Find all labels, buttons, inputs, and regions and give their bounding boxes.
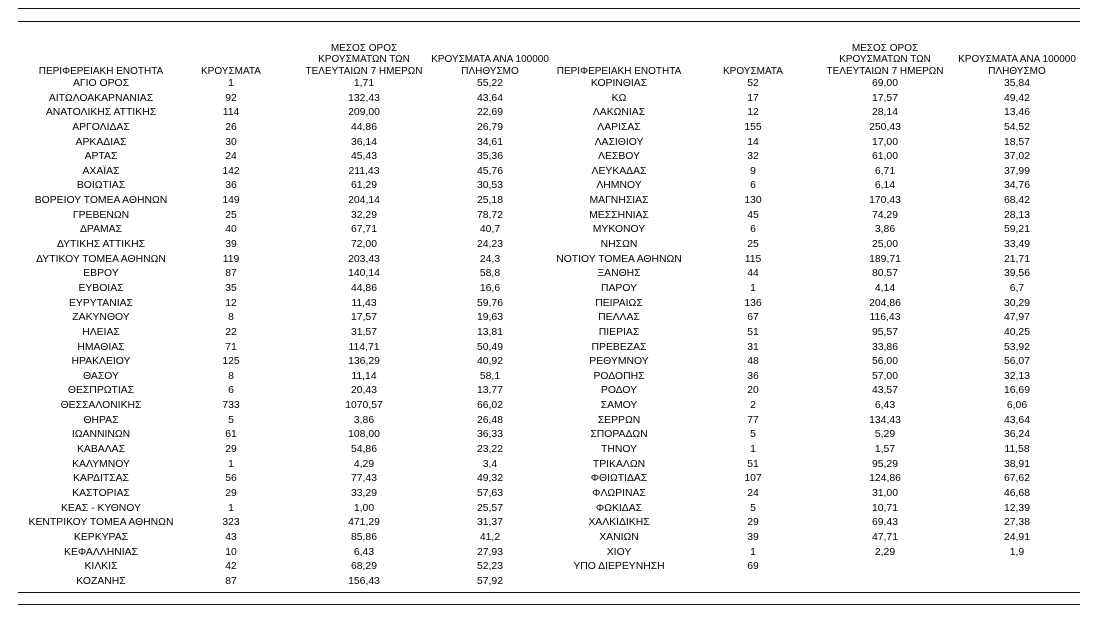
cell-avg7: 211,43 xyxy=(348,165,380,177)
cell-per100k: 67,62 xyxy=(1003,473,1030,485)
cell-cases: 92 xyxy=(225,92,237,104)
cell-cases: 31 xyxy=(747,341,759,353)
cell-avg7: 69,43 xyxy=(871,517,898,529)
cell-avg7: 189,71 xyxy=(869,253,901,265)
cell-region: ΜΑΓΝΗΣΙΑΣ xyxy=(589,195,649,207)
cell-region: ΧΑΛΚΙΔΙΚΗΣ xyxy=(588,517,650,529)
cell-region: ΥΠΟ ΔΙΕΡΕΥΝΗΣΗ xyxy=(573,561,665,573)
cell-per100k: 45,76 xyxy=(476,165,503,177)
cell-cases: 323 xyxy=(222,517,240,529)
cell-region: ΦΘΙΩΤΙΔΑΣ xyxy=(590,473,648,485)
cell-cases: 30 xyxy=(225,136,237,148)
cell-cases: 5 xyxy=(750,429,756,441)
cell-cases: 39 xyxy=(225,239,237,251)
cell-per100k: 27,93 xyxy=(476,546,503,558)
cell-region: ΛΑΚΩΝΙΑΣ xyxy=(592,107,646,119)
cell-cases: 9 xyxy=(750,165,756,177)
cell-per100k: 16,69 xyxy=(1003,385,1030,397)
cell-region: ΛΕΥΚΑΔΑΣ xyxy=(591,165,647,177)
cell-avg7: 4,29 xyxy=(353,458,375,470)
cell-region: ΡΕΘΥΜΝΟΥ xyxy=(589,356,649,368)
cell-avg7: 43,57 xyxy=(871,385,898,397)
cell-avg7: 124,86 xyxy=(869,473,901,485)
cell-region: ΧΙΟΥ xyxy=(606,546,632,558)
cell-region: ΗΡΑΚΛΕΙΟΥ xyxy=(71,356,131,368)
cell-per100k: 27,38 xyxy=(1003,517,1030,529)
cell-cases: 56 xyxy=(225,473,237,485)
cell-cases: 20 xyxy=(747,385,759,397)
cell-region: ΑΧΑΪΑΣ xyxy=(82,165,120,177)
cell-per100k: 37,99 xyxy=(1003,165,1030,177)
cell-per100k: 25,57 xyxy=(476,502,503,514)
cell-per100k: 35,84 xyxy=(1003,78,1030,89)
cell-avg7: 68,29 xyxy=(350,561,377,573)
cell-region: ΧΑΝΙΩΝ xyxy=(599,531,639,543)
cell-region: ΠΕΛΛΑΣ xyxy=(598,312,640,324)
cell-avg7: 136,29 xyxy=(348,356,380,368)
cell-per100k: 46,68 xyxy=(1003,487,1030,499)
cell-avg7: 17,00 xyxy=(871,136,898,148)
cell-region: ΞΑΝΘΗΣ xyxy=(597,268,641,280)
header-cases: ΚΡΟΥΣΜΑΤΑ xyxy=(201,65,261,77)
cell-cases: 115 xyxy=(744,253,762,265)
cell-cases: 6 xyxy=(750,224,756,236)
cell-region: ΒΟΡΕΙΟΥ ΤΟΜΕΑ ΑΘΗΝΩΝ xyxy=(34,195,168,207)
cell-avg7: 4,14 xyxy=(874,282,896,294)
cell-region: ΚΑΡΔΙΤΣΑΣ xyxy=(73,473,129,485)
cell-per100k: 57,92 xyxy=(476,575,503,587)
cell-avg7: 17,57 xyxy=(350,312,377,324)
cell-cases: 36 xyxy=(747,370,759,382)
cell-region: ΚΑΒΑΛΑΣ xyxy=(76,444,126,456)
header-cases: ΚΡΟΥΣΜΑΤΑ xyxy=(723,65,783,77)
cell-per100k: 68,42 xyxy=(1003,195,1030,207)
cell-per100k: 31,37 xyxy=(476,517,503,529)
cell-region: ΗΛΕΙΑΣ xyxy=(82,326,120,338)
cell-avg7: 74,29 xyxy=(871,209,898,221)
cell-cases: 25 xyxy=(747,239,759,251)
cell-region: ΕΥΒΟΙΑΣ xyxy=(78,282,124,294)
cell-region: ΣΕΡΡΩΝ xyxy=(597,414,641,426)
cell-avg7: 47,71 xyxy=(871,531,898,543)
cell-avg7: 31,57 xyxy=(350,326,377,338)
cell-cases: 125 xyxy=(222,356,240,368)
cell-per100k: 34,61 xyxy=(476,136,503,148)
cell-per100k: 36,33 xyxy=(476,429,503,441)
cell-per100k: 47,97 xyxy=(1003,312,1030,324)
cell-per100k: 34,76 xyxy=(1003,180,1030,192)
cell-avg7: 85,86 xyxy=(350,531,377,543)
cell-cases: 77 xyxy=(747,414,759,426)
cell-region: ΚΟΖΑΝΗΣ xyxy=(76,575,126,587)
cell-avg7: 6,43 xyxy=(874,400,896,412)
cell-avg7: 56,00 xyxy=(871,356,898,368)
cell-avg7: 3,86 xyxy=(874,224,896,236)
cell-region: ΚΕΡΚΥΡΑΣ xyxy=(73,531,129,543)
cell-region: ΝΗΣΩΝ xyxy=(600,239,638,251)
cell-per100k: 53,92 xyxy=(1003,341,1030,353)
header-region: ΠΕΡΙΦΕΡΕΙΑΚΗ ΕΝΟΤΗΤΑ xyxy=(556,65,682,77)
cell-cases: 51 xyxy=(747,458,759,470)
bottom-rule-lower xyxy=(18,604,1080,605)
cell-per100k: 78,72 xyxy=(476,209,503,221)
cell-cases: 119 xyxy=(222,253,240,265)
cell-region: ΚΟΡΙΝΘΙΑΣ xyxy=(590,78,648,89)
cell-avg7: 44,86 xyxy=(350,121,377,133)
cell-region: ΤΗΝΟΥ xyxy=(600,444,638,456)
cell-region: ΣΠΟΡΑΔΩΝ xyxy=(590,429,648,441)
cell-per100k: 23,22 xyxy=(476,444,503,456)
cell-cases: 107 xyxy=(744,473,762,485)
cell-per100k: 12,39 xyxy=(1003,502,1030,514)
cell-cases: 40 xyxy=(225,224,237,236)
cell-per100k: 22,69 xyxy=(476,107,503,119)
cell-avg7: 10,71 xyxy=(871,502,898,514)
cell-avg7: 140,14 xyxy=(348,268,380,280)
header-avg7: ΜΕΣΟΣ ΟΡΟΣ ΚΡΟΥΣΜΑΤΩΝ ΤΩΝ ΤΕΛΕΥΤΑΙΩΝ 7 ΗΜΕΡΩΝ xyxy=(305,42,423,77)
cell-region: ΜΕΣΣΗΝΙΑΣ xyxy=(589,209,649,221)
cell-cases: 14 xyxy=(747,136,759,148)
cell-region: ΒΟΙΩΤΙΑΣ xyxy=(76,180,126,192)
bottom-rule-upper xyxy=(18,592,1080,593)
cell-per100k: 13,46 xyxy=(1003,107,1030,119)
cell-per100k: 59,76 xyxy=(476,297,503,309)
cell-per100k: 1,9 xyxy=(1009,546,1025,558)
cell-avg7: 6,71 xyxy=(874,165,896,177)
cell-avg7: 204,14 xyxy=(348,195,380,207)
cell-avg7: 20,43 xyxy=(350,385,377,397)
cell-cases: 25 xyxy=(225,209,237,221)
cell-per100k: 52,23 xyxy=(476,561,503,573)
cell-per100k: 43,64 xyxy=(1003,414,1030,426)
cell-cases: 35 xyxy=(225,282,237,294)
cell-cases: 44 xyxy=(747,268,759,280)
cell-region: ΚΕΑΣ - ΚΥΘΝΟΥ xyxy=(61,502,141,514)
cell-per100k: 26,79 xyxy=(476,121,503,133)
cell-avg7: 57,00 xyxy=(871,370,898,382)
cell-avg7: 1070,57 xyxy=(345,400,383,412)
top-rule-lower xyxy=(18,21,1080,22)
cell-per100k: 11,58 xyxy=(1004,444,1030,456)
cell-region: ΑΓΙΟ ΟΡΟΣ xyxy=(72,78,130,89)
cell-cases: 6 xyxy=(228,385,234,397)
cell-cases: 8 xyxy=(228,312,234,324)
cell-avg7: 170,43 xyxy=(869,195,901,207)
cell-cases: 87 xyxy=(225,575,237,587)
cell-region: ΘΕΣΣΑΛΟΝΙΚΗΣ xyxy=(60,400,142,412)
cell-cases: 130 xyxy=(744,195,762,207)
cell-cases: 51 xyxy=(747,326,759,338)
cell-per100k: 38,91 xyxy=(1003,458,1030,470)
cell-avg7: 1,57 xyxy=(874,444,896,456)
cell-cases: 149 xyxy=(222,195,240,207)
cell-avg7: 134,43 xyxy=(869,414,901,426)
cell-region: ΚΕΦΑΛΛΗΝΙΑΣ xyxy=(64,546,138,558)
cell-avg7: 11,14 xyxy=(351,370,377,382)
cell-avg7: 95,29 xyxy=(871,458,898,470)
cell-region: ΓΡΕΒΕΝΩΝ xyxy=(72,209,130,221)
cell-cases: 42 xyxy=(225,561,237,573)
cell-cases: 43 xyxy=(225,531,237,543)
cell-cases: 29 xyxy=(747,517,759,529)
cell-cases: 2 xyxy=(750,400,756,412)
cell-per100k: 59,21 xyxy=(1003,224,1030,236)
cell-region: ΠΑΡΟΥ xyxy=(600,282,638,294)
cell-per100k: 28,13 xyxy=(1003,209,1030,221)
cell-cases: 8 xyxy=(228,370,234,382)
cell-region: ΘΕΣΠΡΩΤΙΑΣ xyxy=(67,385,135,397)
cell-region: ΗΜΑΘΙΑΣ xyxy=(77,341,125,353)
cell-cases: 733 xyxy=(222,400,240,412)
cell-per100k: 40,92 xyxy=(476,356,503,368)
cell-per100k: 24,3 xyxy=(479,253,501,265)
cell-avg7: 114,71 xyxy=(348,341,380,353)
cell-region: ΚΙΛΚΙΣ xyxy=(84,561,118,573)
cell-avg7: 95,57 xyxy=(871,326,898,338)
cell-per100k: 24,91 xyxy=(1003,531,1030,543)
cell-avg7: 31,00 xyxy=(871,487,898,499)
cell-avg7: 61,00 xyxy=(871,151,898,163)
cell-cases: 24 xyxy=(747,487,759,499)
header-per100k: ΚΡΟΥΣΜΑΤΑ ΑΝΑ 100000 ΠΛΗΘΥΣΜΟ xyxy=(958,54,1076,77)
cell-avg7: 77,43 xyxy=(350,473,377,485)
cell-region: ΣΑΜΟΥ xyxy=(600,400,638,412)
cell-avg7: 54,86 xyxy=(350,444,377,456)
cell-avg7: 108,00 xyxy=(348,429,380,441)
cell-cases: 1 xyxy=(228,78,234,89)
cell-region: ΔΥΤΙΚΟΥ ΤΟΜΕΑ ΑΘΗΝΩΝ xyxy=(36,253,166,265)
cell-region: ΛΑΣΙΘΙΟΥ xyxy=(594,136,644,148)
cell-region: ΦΩΚΙΔΑΣ xyxy=(595,502,643,514)
cell-per100k: 54,52 xyxy=(1003,121,1030,133)
cell-avg7: 250,43 xyxy=(869,121,901,133)
cell-region: ΠΙΕΡΙΑΣ xyxy=(598,326,640,338)
cell-per100k: 18,57 xyxy=(1003,136,1030,148)
cell-per100k: 37,02 xyxy=(1003,151,1030,163)
cell-cases: 32 xyxy=(747,151,759,163)
cell-avg7: 32,29 xyxy=(350,209,377,221)
top-rule-upper xyxy=(18,8,1080,9)
cell-per100k: 30,53 xyxy=(476,180,503,192)
cell-per100k: 49,42 xyxy=(1003,92,1030,104)
cell-region: ΜΥΚΟΝΟΥ xyxy=(592,224,646,236)
cell-region: ΛΗΜΝΟΥ xyxy=(596,180,642,192)
cell-avg7: 1,00 xyxy=(353,502,375,514)
cell-avg7: 1,71 xyxy=(353,78,375,89)
cell-region: ΑΝΑΤΟΛΙΚΗΣ ΑΤΤΙΚΗΣ xyxy=(45,107,157,119)
cell-cases: 12 xyxy=(747,107,759,119)
cell-per100k: 13,81 xyxy=(476,326,503,338)
cell-per100k: 26,48 xyxy=(476,414,503,426)
cell-avg7: 11,43 xyxy=(351,297,377,309)
cell-region: ΡΟΔΟΥ xyxy=(600,385,638,397)
cell-region: ΔΥΤΙΚΗΣ ΑΤΤΙΚΗΣ xyxy=(56,239,146,251)
cell-region: ΘΑΣΟΥ xyxy=(83,370,119,382)
cell-cases: 67 xyxy=(747,312,759,324)
cell-per100k: 58,8 xyxy=(479,268,501,280)
cell-per100k: 3,4 xyxy=(482,458,498,470)
cell-region: ΤΡΙΚΑΛΩΝ xyxy=(592,458,646,470)
cell-avg7: 203,43 xyxy=(348,253,380,265)
cell-region: ΚΑΣΤΟΡΙΑΣ xyxy=(72,487,130,499)
cell-avg7: 5,29 xyxy=(874,429,896,441)
cell-cases: 26 xyxy=(225,121,237,133)
cell-avg7: 6,43 xyxy=(353,546,375,558)
cell-avg7: 33,29 xyxy=(350,487,377,499)
cell-avg7: 69,00 xyxy=(871,78,898,89)
cell-cases: 114 xyxy=(222,107,240,119)
cell-cases: 12 xyxy=(225,297,237,309)
cell-region: ΛΑΡΙΣΑΣ xyxy=(597,121,641,133)
cell-cases: 136 xyxy=(744,297,762,309)
cell-cases: 61 xyxy=(225,429,237,441)
cell-cases: 155 xyxy=(744,121,762,133)
cell-per100k: 40,7 xyxy=(479,224,501,236)
cell-per100k: 19,63 xyxy=(476,312,503,324)
cell-per100k: 35,36 xyxy=(476,151,503,163)
cell-cases: 10 xyxy=(225,546,237,558)
cell-avg7: 209,00 xyxy=(348,107,380,119)
cell-per100k: 30,29 xyxy=(1003,297,1030,309)
cell-per100k: 6,7 xyxy=(1009,282,1025,294)
cell-region: ΝΟΤΙΟΥ ΤΟΜΕΑ ΑΘΗΝΩΝ xyxy=(556,253,682,265)
cell-per100k: 55,22 xyxy=(476,78,503,89)
cell-region: ΚΩ xyxy=(611,92,627,104)
cell-avg7: 44,86 xyxy=(350,282,377,294)
header-region: ΠΕΡΙΦΕΡΕΙΑΚΗ ΕΝΟΤΗΤΑ xyxy=(38,65,164,77)
cell-per100k: 25,18 xyxy=(476,195,503,207)
cell-region: ΘΗΡΑΣ xyxy=(83,414,119,426)
cell-cases: 5 xyxy=(750,502,756,514)
cell-avg7: 6,14 xyxy=(874,180,896,192)
cell-per100k: 36,24 xyxy=(1003,429,1030,441)
cell-region: ΠΕΙΡΑΙΩΣ xyxy=(595,297,643,309)
cell-region: ΕΒΡΟΥ xyxy=(83,268,119,280)
cell-cases: 71 xyxy=(225,341,237,353)
cell-cases: 36 xyxy=(225,180,237,192)
cell-per100k: 49,32 xyxy=(476,473,503,485)
cell-avg7: 17,57 xyxy=(871,92,898,104)
cell-per100k: 57,63 xyxy=(476,487,503,499)
cell-per100k: 50,49 xyxy=(476,341,503,353)
cell-per100k: 24,23 xyxy=(476,239,503,251)
cell-region: ΛΕΣΒΟΥ xyxy=(598,151,640,163)
cell-region: ΑΡΚΑΔΙΑΣ xyxy=(75,136,127,148)
cell-cases: 29 xyxy=(225,444,237,456)
cell-cases: 29 xyxy=(225,487,237,499)
cell-avg7: 3,86 xyxy=(353,414,375,426)
cell-region: ΡΟΔΟΠΗΣ xyxy=(593,370,645,382)
cell-cases: 1 xyxy=(228,458,234,470)
cell-per100k: 40,25 xyxy=(1003,326,1030,338)
cell-per100k: 39,56 xyxy=(1003,268,1030,280)
cell-cases: 22 xyxy=(225,326,237,338)
cell-avg7: 67,71 xyxy=(350,224,377,236)
cell-region: ΚΕΝΤΡΙΚΟΥ ΤΟΜΕΑ ΑΘΗΝΩΝ xyxy=(28,517,174,529)
cell-region: ΑΡΓΟΛΙΔΑΣ xyxy=(72,121,130,133)
cell-cases: 6 xyxy=(750,180,756,192)
cell-cases: 1 xyxy=(228,502,234,514)
cell-cases: 1 xyxy=(750,546,756,558)
cell-cases: 48 xyxy=(747,356,759,368)
cell-region: ΖΑΚΥΝΘΟΥ xyxy=(72,312,130,324)
cell-cases: 39 xyxy=(747,531,759,543)
cell-cases: 45 xyxy=(747,209,759,221)
cell-cases: 1 xyxy=(750,444,756,456)
cell-cases: 142 xyxy=(222,165,240,177)
cell-avg7: 132,43 xyxy=(348,92,380,104)
cell-cases: 17 xyxy=(747,92,759,104)
cell-avg7: 72,00 xyxy=(350,239,377,251)
cell-region: ΑΡΤΑΣ xyxy=(84,151,118,163)
cell-region: ΠΡΕΒΕΖΑΣ xyxy=(591,341,647,353)
cell-per100k: 13,77 xyxy=(476,385,503,397)
cell-cases: 24 xyxy=(225,151,237,163)
cell-per100k: 58,1 xyxy=(479,370,501,382)
cell-avg7: 25,00 xyxy=(871,239,898,251)
cell-region: ΚΑΛΥΜΝΟΥ xyxy=(72,458,130,470)
cell-avg7: 471,29 xyxy=(348,517,380,529)
cell-avg7: 156,43 xyxy=(348,575,380,587)
cell-cases: 1 xyxy=(750,282,756,294)
cell-avg7: 36,14 xyxy=(350,136,377,148)
cell-avg7: 204,86 xyxy=(869,297,901,309)
cell-cases: 69 xyxy=(747,561,759,573)
cell-avg7: 33,86 xyxy=(871,341,898,353)
cell-region: ΕΥΡΥΤΑΝΙΑΣ xyxy=(69,297,133,309)
cell-per100k: 32,13 xyxy=(1003,370,1030,382)
cell-per100k: 56,07 xyxy=(1003,356,1030,368)
cell-per100k: 21,71 xyxy=(1003,253,1030,265)
cell-cases: 52 xyxy=(747,78,759,89)
cell-cases: 5 xyxy=(228,414,234,426)
cell-region: ΙΩΑΝΝΙΝΩΝ xyxy=(71,429,131,441)
cell-avg7: 2,29 xyxy=(874,546,896,558)
cell-region: ΑΙΤΩΛΟΑΚΑΡΝΑΝΙΑΣ xyxy=(48,92,154,104)
cell-avg7: 28,14 xyxy=(871,107,898,119)
header-avg7: ΜΕΣΟΣ ΟΡΟΣ ΚΡΟΥΣΜΑΤΩΝ ΤΩΝ ΤΕΛΕΥΤΑΙΩΝ 7 ΗΜΕΡΩΝ xyxy=(826,42,944,77)
header-per100k: ΚΡΟΥΣΜΑΤΑ ΑΝΑ 100000 ΠΛΗΘΥΣΜΟ xyxy=(431,54,549,77)
cell-cases: 87 xyxy=(225,268,237,280)
cell-avg7: 45,43 xyxy=(350,151,377,163)
cell-avg7: 116,43 xyxy=(869,312,901,324)
cell-per100k: 16,6 xyxy=(479,282,501,294)
cell-per100k: 33,49 xyxy=(1003,239,1030,251)
cell-per100k: 6,06 xyxy=(1006,400,1028,412)
cell-avg7: 61,29 xyxy=(350,180,377,192)
cell-avg7: 80,57 xyxy=(871,268,898,280)
cell-per100k: 43,64 xyxy=(476,92,503,104)
cell-per100k: 41,2 xyxy=(479,531,501,543)
cell-region: ΔΡΑΜΑΣ xyxy=(79,224,123,236)
cell-region: ΦΛΩΡΙΝΑΣ xyxy=(592,487,646,499)
cell-per100k: 66,02 xyxy=(476,400,503,412)
